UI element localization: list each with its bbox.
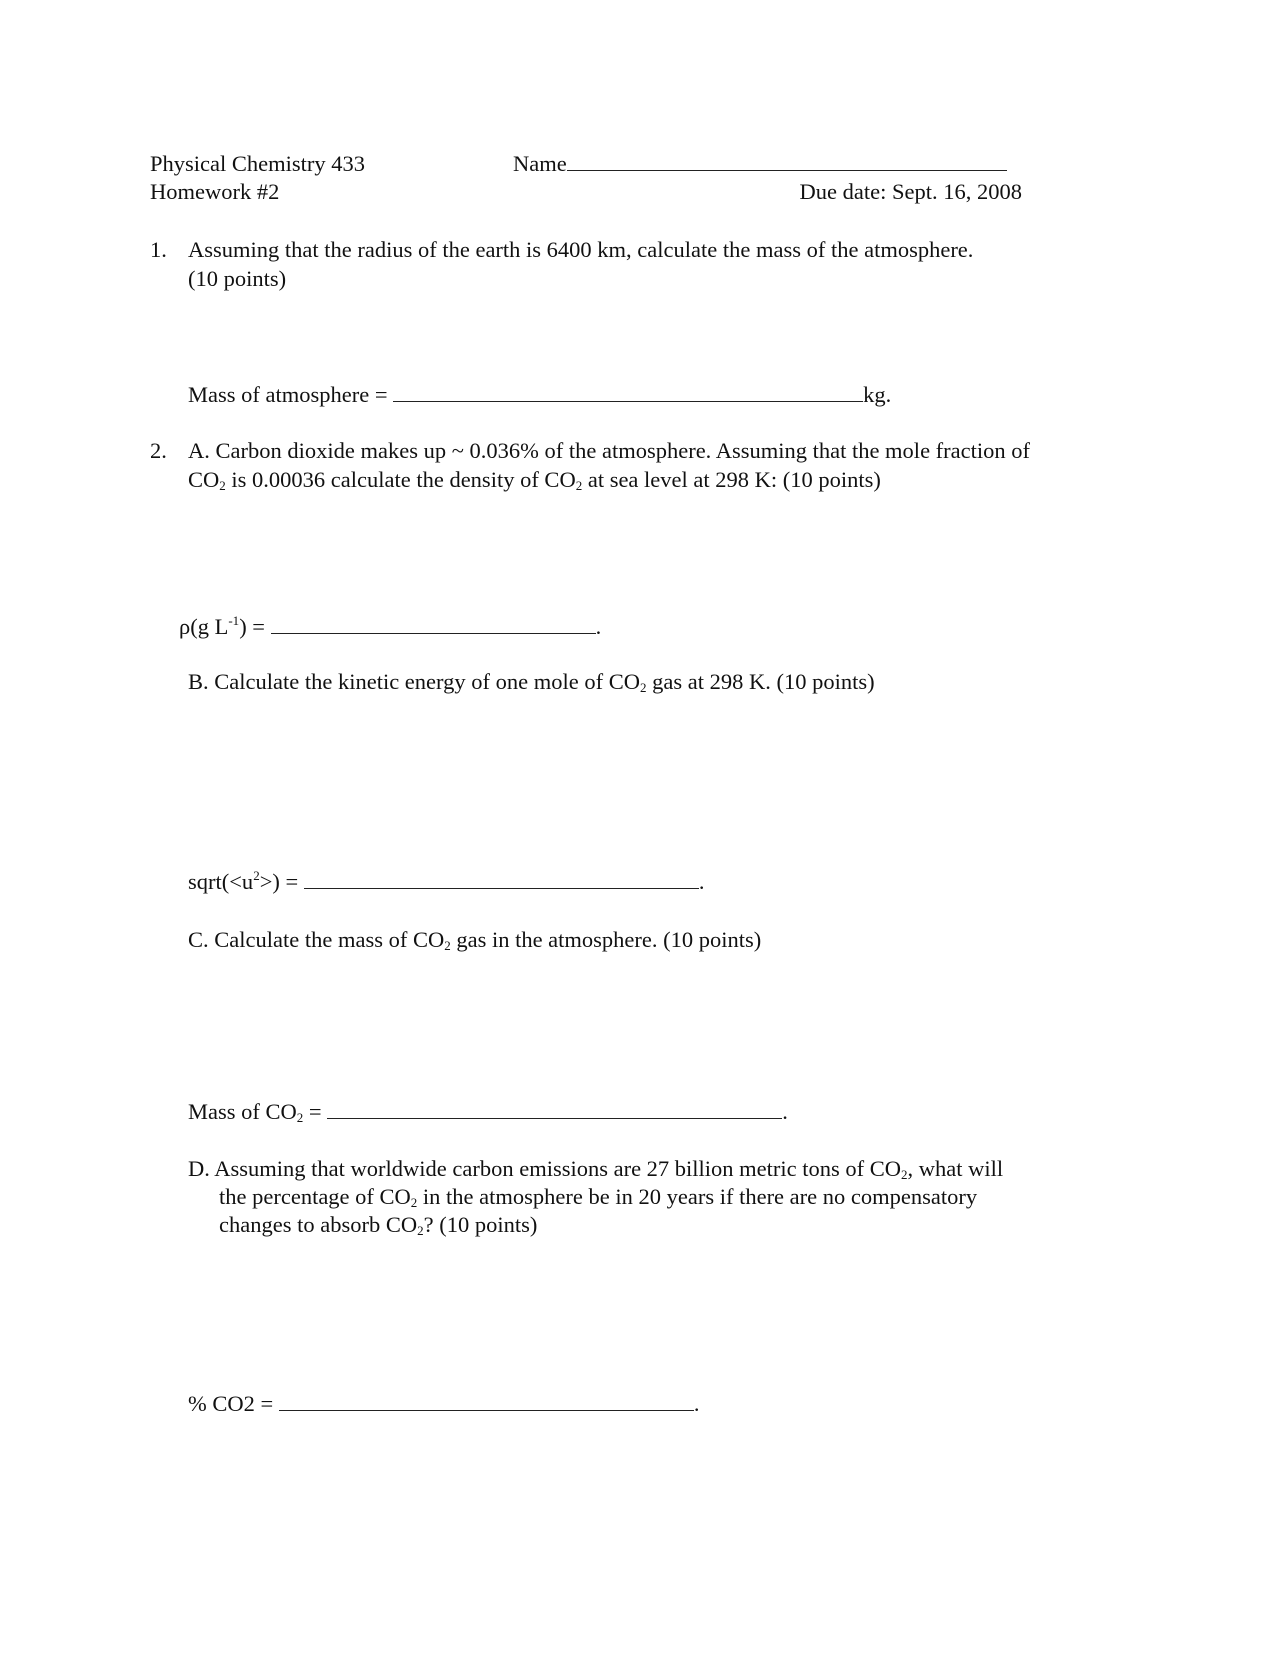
q2d-answer-period: .: [693, 1391, 700, 1416]
name-blank[interactable]: [567, 150, 1007, 171]
q2c-answer-eq: =: [303, 1099, 328, 1124]
q2d-answer-label: % CO2 =: [188, 1391, 279, 1416]
q2a-answer-label: ρ(g L: [179, 614, 229, 639]
q1-number: 1.: [150, 237, 167, 262]
q2c-text-start: C. Calculate the mass of CO: [188, 927, 445, 952]
subscript-2: 2: [575, 478, 583, 493]
subscript-2: 2: [901, 1167, 908, 1182]
q2b-text-end: gas at 298 K. (10 points): [646, 669, 875, 694]
q2a-text-line1: A. Carbon dioxide makes up ~ 0.036% of the atmosphere. Assuming that the mole fraction of: [188, 438, 1031, 463]
q2d-line3-start: changes to absorb CO: [219, 1212, 418, 1237]
subscript-2: 2: [444, 938, 451, 953]
subscript-2: 2: [410, 1195, 418, 1210]
q2c-answer-label: Mass of CO: [188, 1099, 297, 1124]
q2a-answer-eq: ) =: [239, 614, 271, 639]
q2a-answer-period: .: [595, 614, 602, 639]
q2d-answer-blank[interactable]: [279, 1390, 694, 1411]
q2a-answer[interactable]: [179, 613, 601, 641]
q1-answer[interactable]: [188, 381, 891, 409]
q2a-text-end: at sea level at 298 K: (10 points): [582, 467, 881, 492]
homework-number: Homework #2: [150, 179, 280, 204]
q2d-text-line1: [188, 1155, 1003, 1183]
q2b-answer-period: .: [698, 869, 705, 894]
q2d-line1-start: D. Assuming that worldwide carbon emissions are 27 billion metric tons of CO: [188, 1156, 902, 1181]
q2d-answer[interactable]: [188, 1390, 699, 1418]
q1-answer-blank[interactable]: [393, 381, 863, 402]
q2d-text-line3: [219, 1211, 537, 1239]
q2a-text-mid: is 0.00036 calculate the density of CO: [225, 467, 576, 492]
name-label: Name: [513, 151, 567, 176]
q2b-answer-eq: >) =: [259, 869, 304, 894]
q2b-answer-blank[interactable]: [304, 868, 699, 889]
q2a-text-line2: [188, 466, 881, 494]
q2c-answer[interactable]: [188, 1098, 788, 1126]
q2c-text-end: gas in the atmosphere. (10 points): [450, 927, 762, 952]
q1-answer-unit: kg.: [863, 382, 892, 407]
q2d-line2-start: the percentage of CO: [219, 1184, 411, 1209]
q2a-answer-blank[interactable]: [271, 613, 596, 634]
subscript-2: 2: [219, 478, 226, 493]
q2b-answer[interactable]: [188, 868, 704, 896]
q2b-answer-label: sqrt(<u: [188, 869, 254, 894]
superscript-minus1: -1: [228, 613, 240, 628]
q2b-text: [188, 668, 875, 696]
q2c-answer-blank[interactable]: [327, 1098, 782, 1119]
q2c-answer-period: .: [782, 1099, 788, 1124]
subscript-2: 2: [296, 1110, 304, 1125]
q2b-text-start: B. Calculate the kinetic energy of one mole of CO: [188, 669, 640, 694]
due-date: Due date: Sept. 16, 2008: [799, 179, 1022, 204]
name-field[interactable]: [513, 150, 1007, 178]
q2a-co2-1: CO: [188, 467, 220, 492]
course-title: Physical Chemistry 433: [150, 151, 365, 176]
q2c-text: [188, 926, 761, 954]
q2d-text-line2: [219, 1183, 977, 1211]
q1-text-line1: Assuming that the radius of the earth is 6400 km, calculate the mass of the atmosphere.: [188, 237, 974, 262]
q1-text-line2: (10 points): [188, 266, 287, 291]
q2d-line2-end: in the atmosphere be in 20 years if there are no compensatory: [417, 1184, 978, 1209]
subscript-2: 2: [417, 1223, 424, 1238]
superscript-2: 2: [253, 868, 260, 883]
q2-number: 2.: [150, 438, 167, 463]
q1-answer-label: Mass of atmosphere =: [188, 382, 394, 407]
subscript-2: 2: [639, 680, 647, 695]
q2d-line1-end: , what will: [907, 1156, 1004, 1181]
q2d-line3-end: ? (10 points): [423, 1212, 538, 1237]
